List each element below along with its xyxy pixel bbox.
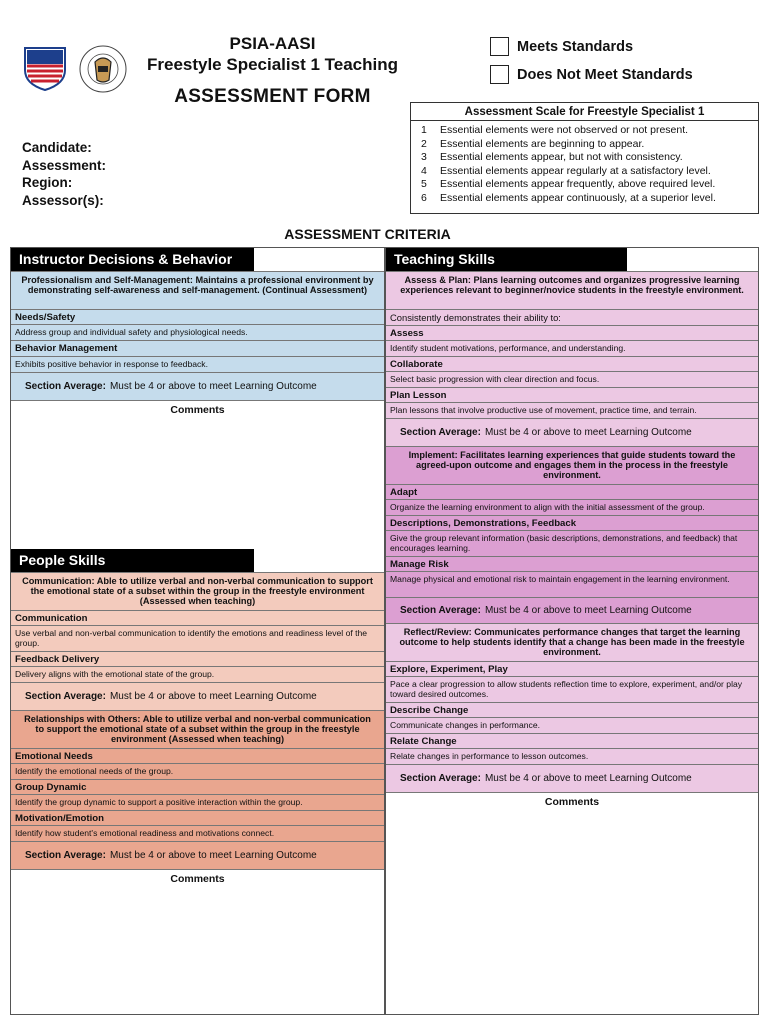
criterion-name: Manage Risk [386, 556, 758, 571]
scale-item: 3 Essential elements appear, but not with consistency. [421, 151, 683, 163]
criterion-name: Group Dynamic [11, 779, 384, 794]
criterion-desc: Organize the learning environment to align with the initial assessment of the group. [386, 499, 758, 515]
criterion-desc: Communicate changes in performance. [386, 717, 758, 733]
assessors-label[interactable]: Assessor(s): [22, 192, 104, 208]
section-average-row[interactable]: Section Average: Must be 4 or above to meet Learning Outcome [11, 682, 384, 710]
criteria-heading: ASSESSMENT CRITERIA [284, 226, 451, 242]
criterion-name: Needs/Safety [11, 309, 384, 324]
does-not-meet-label: Does Not Meet Standards [517, 66, 693, 83]
scale-item: 2 Essential elements are beginning to appear. [421, 137, 645, 150]
section-average-row[interactable]: Section Average: Must be 4 or above to meet Learning Outcome [386, 418, 758, 446]
criterion-name: Behavior Management [11, 340, 384, 356]
does-not-meet-option[interactable] [490, 65, 730, 84]
criterion-name: Plan Lesson [386, 387, 758, 402]
meets-standards-label: Meets Standards [517, 38, 634, 55]
form-subtitle: Freestyle Specialist 1 Teaching [146, 55, 398, 74]
instructor-section-title: Instructor Decisions & Behavior [11, 248, 254, 271]
candidate-label[interactable]: Candidate: [22, 140, 92, 155]
criterion-name: Relate Change [386, 733, 758, 748]
criterion-desc: Delivery aligns with the emotional state of the group. [11, 666, 384, 682]
does-not-meet-checkbox[interactable] [490, 65, 509, 84]
implement-description: Implement: Facilitates learning experiences that guide students toward the agreed-upon outcome and engages them in the process in the freestyle environment. [386, 446, 758, 484]
meets-standards-checkbox[interactable] [490, 37, 509, 56]
criterion-desc: Exhibits positive behavior in response to feedback. [11, 356, 384, 372]
criterion-desc: Address group and individual safety and physiological needs. [11, 324, 384, 340]
title-block [130, 34, 415, 108]
criterion-name: Feedback Delivery [11, 651, 384, 666]
criterion-desc: Use verbal and non-verbal communication to identify the emotions and readiness level of the group. [11, 625, 384, 651]
assess-plan-description: Assess & Plan: Plans learning outcomes and organizes progressive learning experiences relevant to beginner/novice students in the freestyle environment. [386, 271, 758, 309]
criterion-desc: Identify the group dynamic to support a positive interaction within the group. [11, 794, 384, 810]
criterion-desc: Plan lessons that involve productive use of movement, practice time, and terrain. [386, 402, 758, 418]
criterion-desc: Pace a clear progression to allow students reflection time to explore, experiment, and/or play toward desired outcomes. [386, 676, 758, 702]
scale-item: 1 Essential elements were not observed or not present. [421, 124, 689, 136]
criterion-name: Motivation/Emotion [11, 810, 384, 825]
criterion-desc: Give the group relevant information (basic descriptions, demonstrations, and feedback) that encourages learning. [386, 530, 758, 556]
criterion-desc: Relate changes in performance to lesson outcomes. [386, 748, 758, 764]
scale-item: 4 Essential elements appear regularly at a satisfactory level. [421, 164, 711, 177]
comments-label: Comments [11, 400, 384, 416]
pssia-shield-logo [22, 44, 68, 92]
communication-description: Communication: Able to utilize verbal and non-verbal communication to support the emotional state of a subset within the group in the freestyle environment (Assessed when teaching) [11, 572, 384, 610]
criterion-name: Explore, Experiment, Play [386, 661, 758, 676]
criterion-name: Emotional Needs [11, 748, 384, 763]
criterion-desc: Manage physical and emotional risk to maintain engagement in the learning environment. [386, 571, 758, 597]
meets-standards-option[interactable] [490, 37, 730, 56]
teaching-section-title: Teaching Skills [386, 248, 627, 271]
assessment-label[interactable]: Assessment: [22, 157, 107, 173]
criterion-name: Describe Change [386, 702, 758, 717]
criterion-desc: Identify how student's emotional readiness and motivations connect. [11, 825, 384, 841]
criterion-name: Adapt [386, 484, 758, 499]
scale-item: 5 Essential elements appear frequently, above required level. [421, 178, 716, 190]
assessment-scale-box [410, 102, 759, 214]
people-section-title: People Skills [11, 549, 254, 572]
scale-title: Assessment Scale for Freestyle Specialist 1 [411, 103, 758, 121]
people-section [11, 549, 384, 885]
criterion-name: Assess [386, 325, 758, 340]
scale-item: 6 Essential elements appear continuously, at a superior level. [421, 191, 716, 204]
comments-label: Comments [11, 869, 384, 885]
relationships-description: Relationships with Others: Able to utilize verbal and non-verbal communication to support the emotional state of a subset within the group in the freestyle environment (Assessed when teaching) [11, 710, 384, 748]
region-label[interactable]: Region: [22, 175, 73, 190]
section-average-row[interactable]: Section Average: Must be 4 or above to meet Learning Outcome [386, 764, 758, 792]
aasi-seal-logo [78, 44, 128, 94]
page-title: ASSESSMENT FORM [174, 86, 371, 107]
criterion-desc: Identify student motivations, performance, and understanding. [386, 340, 758, 356]
assess-intro: Consistently demonstrates their ability to: [386, 309, 758, 325]
teaching-section [386, 248, 758, 808]
criterion-name: Communication [11, 610, 384, 625]
instructor-description: Professionalism and Self-Management: Maintains a professional environment by demonstrating self-awareness and self-management. (Continual Assessment) [11, 271, 384, 309]
section-average-row[interactable]: Section Average: Must be 4 or above to meet Learning Outcome [11, 841, 384, 869]
instructor-section [11, 248, 384, 416]
comments-label: Comments [386, 792, 758, 808]
criterion-name: Descriptions, Demonstrations, Feedback [386, 515, 758, 530]
reflect-review-description: Reflect/Review: Communicates performance changes that target the learning outcome to help students identify that a change has been made in the freestyle environment. [386, 623, 758, 661]
section-average-row[interactable]: Section Average: Must be 4 or above to meet Learning Outcome [11, 372, 384, 400]
criterion-name: Collaborate [386, 356, 758, 371]
criterion-desc: Identify the emotional needs of the group. [11, 763, 384, 779]
section-average-row[interactable]: Section Average: Must be 4 or above to meet Learning Outcome [386, 597, 758, 623]
criterion-desc: Select basic progression with clear direction and focus. [386, 371, 758, 387]
org-name: PSIA-AASI [229, 34, 316, 53]
candidate-fields [22, 139, 106, 209]
